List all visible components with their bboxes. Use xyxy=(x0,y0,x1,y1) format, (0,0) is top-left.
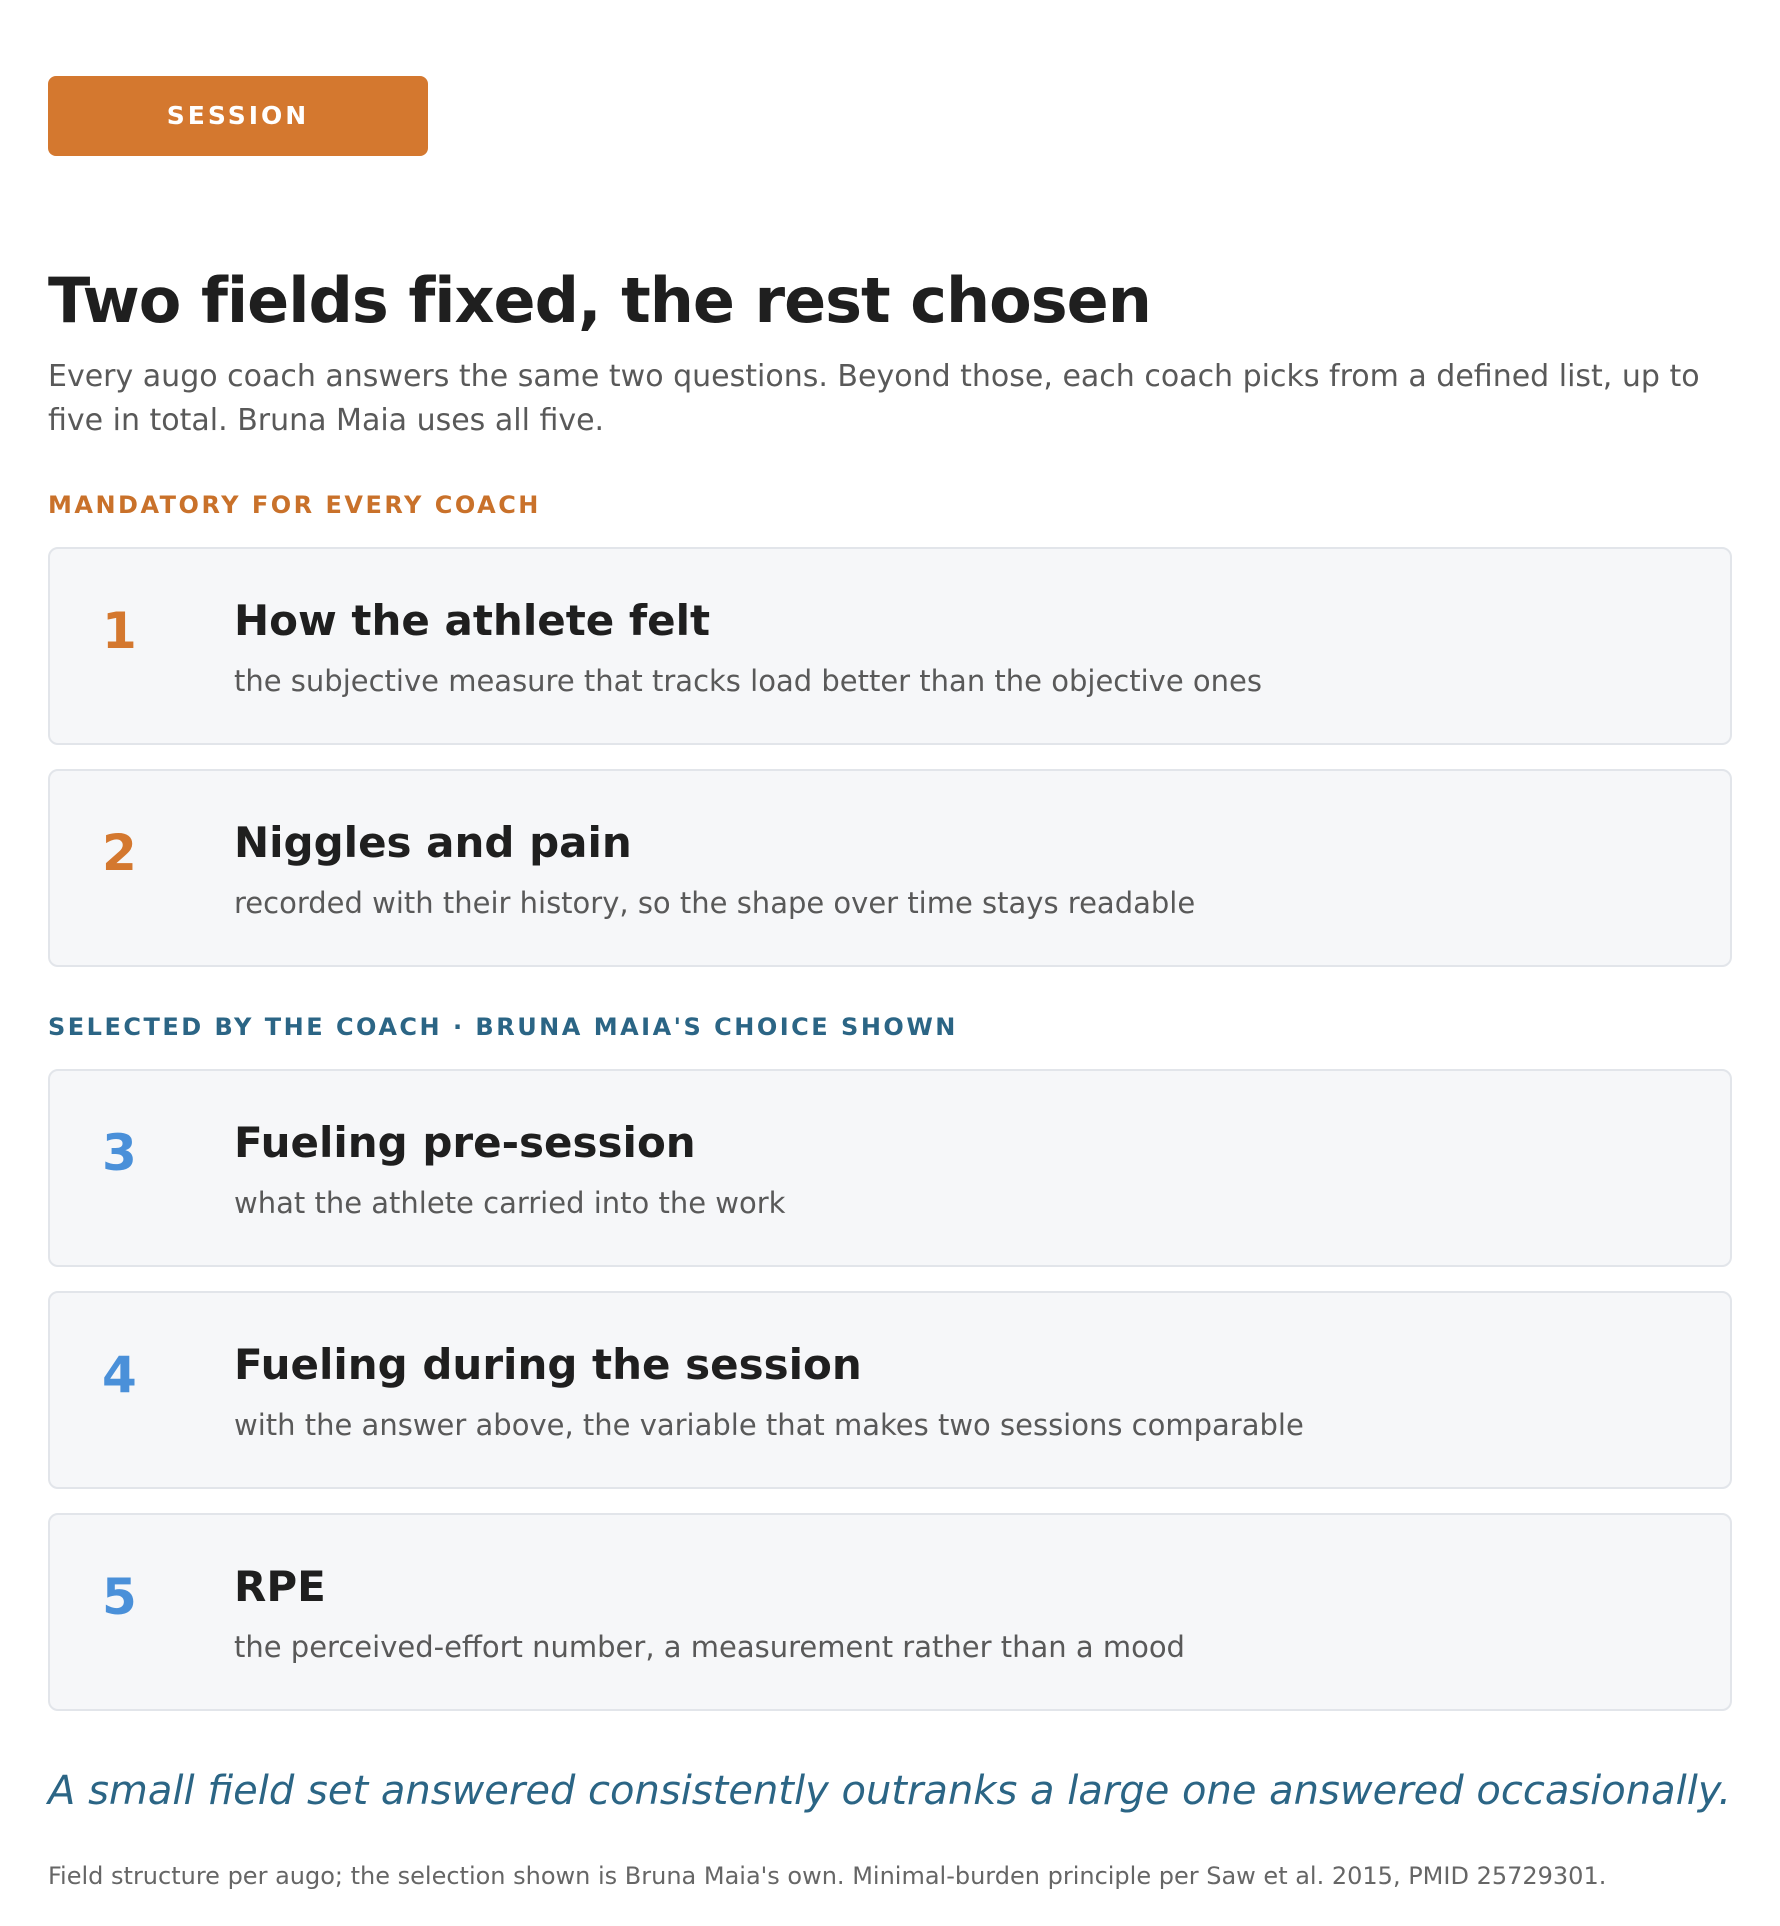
field-description: recorded with their history, so the shape over time stays readable xyxy=(234,886,1196,920)
field-number: 3 xyxy=(102,1124,137,1182)
mandatory-section-label: MANDATORY FOR EVERY COACH xyxy=(48,491,541,519)
field-number: 2 xyxy=(102,824,137,882)
field-title: How the athlete felt xyxy=(234,596,711,645)
field-card-rpe xyxy=(48,1513,1732,1711)
summary-quote: A small field set answered consistently outranks a large one answered occasionally. xyxy=(48,1768,1732,1814)
selected-field-list xyxy=(48,1069,1732,1711)
field-description: with the answer above, the variable that makes two sessions comparable xyxy=(234,1408,1304,1442)
field-description: the perceived-effort number, a measurement rather than a mood xyxy=(234,1630,1185,1664)
field-card-fueling-pre-session xyxy=(48,1069,1732,1267)
field-number: 4 xyxy=(102,1346,137,1404)
field-number: 1 xyxy=(102,602,137,660)
field-card-fueling-during-session xyxy=(48,1291,1732,1489)
field-title: Fueling pre-session xyxy=(234,1118,696,1167)
session-feedback-badge: SESSION FEEDBACK xyxy=(48,76,428,156)
field-description: what the athlete carried into the work xyxy=(234,1186,786,1220)
page-title: Two fields fixed, the rest chosen xyxy=(48,264,1151,337)
field-card-niggles-and-pain xyxy=(48,769,1732,967)
field-title: Fueling during the session xyxy=(234,1340,862,1389)
field-card-how-athlete-felt xyxy=(48,547,1732,745)
field-number: 5 xyxy=(102,1568,137,1626)
mandatory-field-list xyxy=(48,547,1732,967)
source-footnote: Field structure per augo; the selection shown is Bruna Maia's own. Minimal-burden principle per Saw et al. 2015, PMID 25729301. xyxy=(48,1862,1607,1890)
field-description: the subjective measure that tracks load better than the objective ones xyxy=(234,664,1262,698)
selected-section-label: SELECTED BY THE COACH · BRUNA MAIA'S CHOICE SHOWN xyxy=(48,1013,958,1041)
intro-text: Every augo coach answers the same two questions. Beyond those, each coach picks from a defined list, up to five in total. Bruna Maia uses all five. xyxy=(48,359,1700,438)
field-title: Niggles and pain xyxy=(234,818,632,867)
field-title: RPE xyxy=(234,1562,326,1611)
